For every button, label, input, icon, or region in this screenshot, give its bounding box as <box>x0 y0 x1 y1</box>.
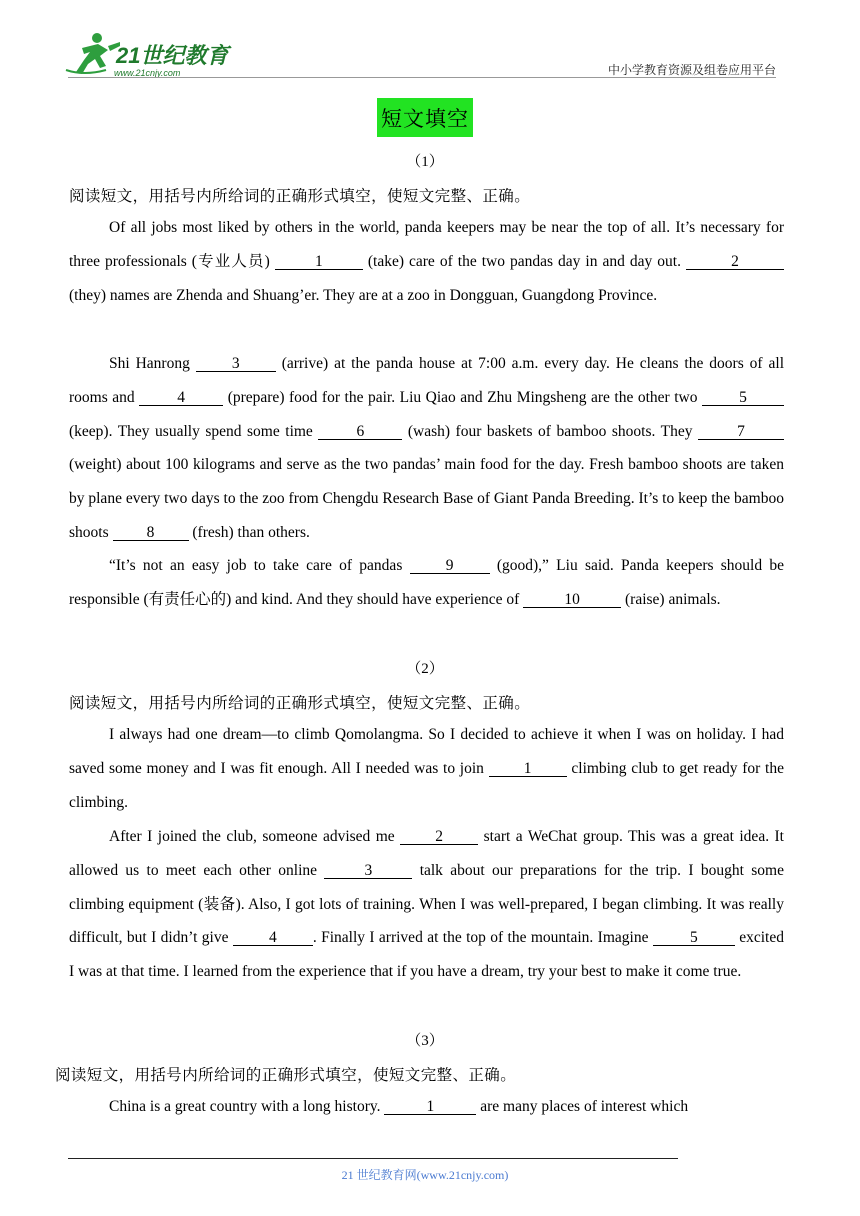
section-3-instruction: 阅读短文，用括号内所给词的正确形式填空，使短文完整、正确。 <box>55 1067 517 1084</box>
logo <box>64 30 234 82</box>
blank-3[interactable]: 3 <box>324 863 412 879</box>
header-divider <box>68 77 776 78</box>
section-1-paragraph-3: “It’s not an easy job to take care of pandas 9 (good),” Liu said. Panda keepers should be responsible (有责任心的) and kind. And they should have experience of 10 (raise) animals. <box>69 557 784 608</box>
page-title: 短文填空 <box>377 98 473 137</box>
section-1-instruction: 阅读短文，用括号内所给词的正确形式填空，使短文完整、正确。 <box>69 188 531 205</box>
blank-2[interactable]: 2 <box>686 254 784 270</box>
blank-1[interactable]: 1 <box>275 254 363 270</box>
blank-10[interactable]: 10 <box>523 592 621 608</box>
blank-8[interactable]: 8 <box>113 525 189 541</box>
section-1-number: （1） <box>406 154 444 170</box>
blank-6[interactable]: 6 <box>318 424 402 440</box>
runner-icon <box>66 33 120 74</box>
section-2-paragraph-1: I always had one dream—to climb Qomolangma. So I decided to achieve it when I was on holiday. I had saved some money and I was fit enough. All I needed was to join 1 climbing club to get ready for the climbing. <box>69 726 784 811</box>
blank-4[interactable]: 4 <box>139 390 223 406</box>
footer-link[interactable]: 21 世纪教育网(www.21cnjy.com) <box>341 1168 509 1182</box>
blank-1[interactable]: 1 <box>489 761 567 777</box>
logo-text: 21世纪教育 <box>116 43 229 68</box>
blank-4[interactable]: 4 <box>233 930 313 946</box>
section-3-number: （3） <box>406 1033 444 1049</box>
section-2-instruction: 阅读短文，用括号内所给词的正确形式填空，使短文完整、正确。 <box>69 695 531 712</box>
blank-9[interactable]: 9 <box>410 558 490 574</box>
blank-1[interactable]: 1 <box>384 1099 476 1115</box>
section-1-paragraph-1: Of all jobs most liked by others in the world, panda keepers may be near the top of all. It’s necessary for three professionals (专业人员) 1 (take) care of the two pandas day in and day out. 2 (they) names are Zhenda and Shuang’er. They are at a zoo in Dongguan, Guangdong Province. <box>69 219 784 304</box>
blank-3[interactable]: 3 <box>196 356 276 372</box>
header-platform-text: 中小学教育资源及组卷应用平台 <box>607 63 776 77</box>
blank-7[interactable]: 7 <box>698 424 784 440</box>
section-2-paragraph-2: After I joined the club, someone advised me 2 start a WeChat group. This was a great idea. It allowed us to meet each other online 3 talk about our preparations for the trip. I bought some climbing equipment (装备). Also, I got lots of training. When I was well-prepared, I began climbing. It was really difficult, but I didn’t give 4 . Finally I arrived at the top of the mountain. Imagine 5 excited I was at that time. I learned from the experience that if you have a dream, try your best to make it come true. <box>69 828 784 981</box>
footer-divider <box>68 1158 678 1159</box>
blank-5[interactable]: 5 <box>653 930 735 946</box>
logo-url: www.21cnjy.com <box>114 68 181 78</box>
blank-5[interactable]: 5 <box>702 390 784 406</box>
section-2-number: （2） <box>406 661 444 677</box>
section-1-paragraph-2: Shi Hanrong 3 (arrive) at the panda house at 7:00 a.m. every day. He cleans the doors of all rooms and 4 (prepare) food for the pair. Liu Qiao and Zhu Mingsheng are the other two 5 (keep). They usually spend some time 6 (wash) four baskets of bamboo shoots. They 7 (weight) about 100 kilograms and serve as the two pandas’ main food for the day. Fresh bamboo shoots are taken by plane every two days to the zoo from Chengdu Research Base of Giant Panda Breeding. It’s to keep the bamboo shoots 8 (fresh) than others. <box>69 355 784 541</box>
section-3-paragraph-1: China is a great country with a long history. 1 are many places of interest which <box>109 1098 689 1115</box>
blank-2[interactable]: 2 <box>400 829 478 845</box>
